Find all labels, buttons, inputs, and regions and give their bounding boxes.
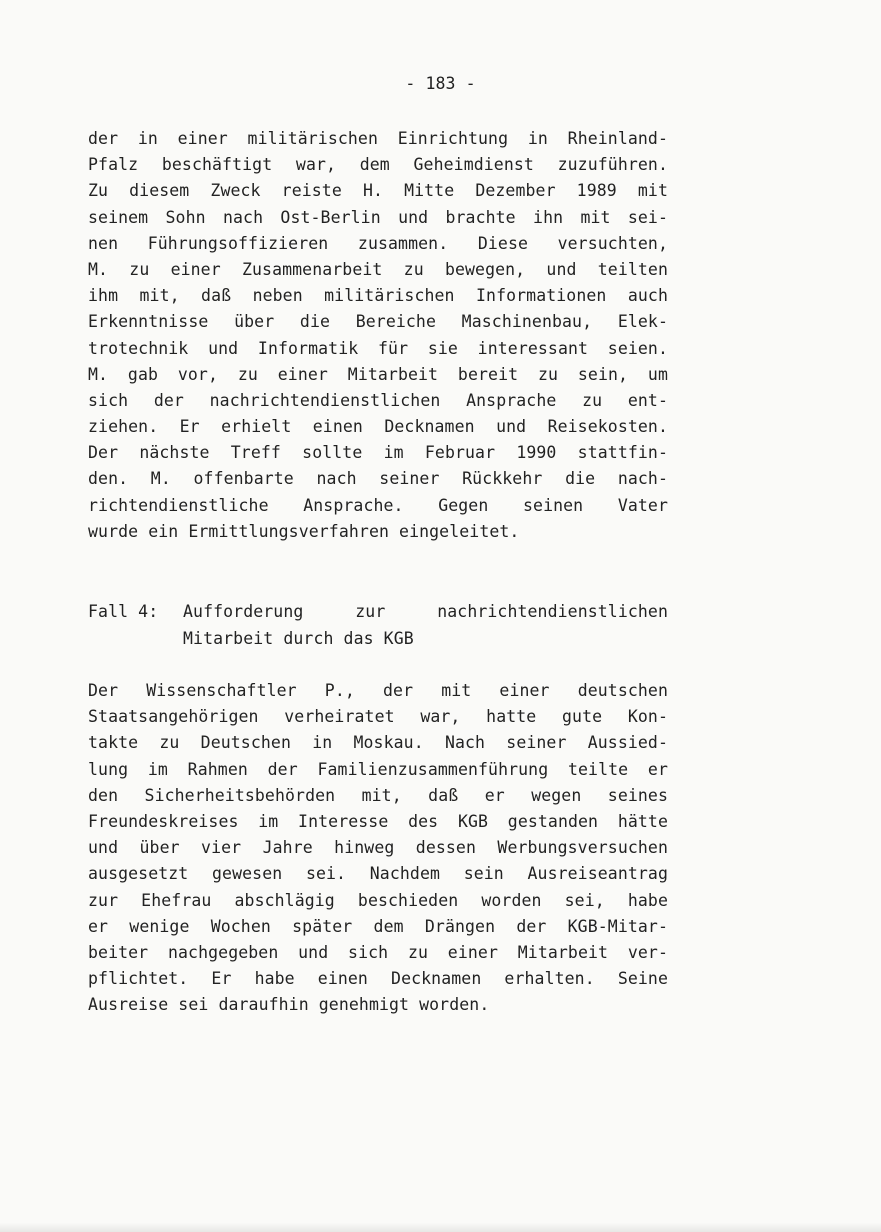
paragraph-case-3-end bbox=[88, 126, 668, 545]
text-line: ihm mit, daß neben militärischen Informationen auch bbox=[88, 286, 668, 306]
text-line: zur Ehefrau abschlägig beschieden worden sei, habe bbox=[88, 890, 668, 910]
text-line: M. zu einer Zusammenarbeit zu bewegen, und teilten bbox=[88, 259, 668, 279]
text-line: beiter nachgegeben und sich zu einer Mitarbeit ver- bbox=[88, 942, 668, 962]
text-line: und über vier Jahre hinweg dessen Werbungsversuchen bbox=[88, 838, 668, 858]
text-line: richtendienstliche Ansprache. Gegen seinen Vater bbox=[88, 495, 668, 515]
text-line: Staatsangehörigen verheiratet war, hatte gute Kon- bbox=[88, 707, 668, 727]
text-line: M. gab vor, zu einer Mitarbeit bereit zu sein, um bbox=[88, 364, 668, 384]
text-line: seinem Sohn nach Ost-Berlin und brachte ihn mit sei- bbox=[88, 207, 668, 227]
text-line: wurde ein Ermittlungsverfahren eingeleitet. bbox=[88, 521, 520, 541]
text-line: der in einer militärischen Einrichtung in Rheinland- bbox=[88, 129, 668, 148]
text-line: ausgesetzt gewesen sei. Nachdem sein Ausreiseantrag bbox=[88, 864, 668, 884]
text-line: Der Wissenschaftler P., der mit einer deutschen bbox=[88, 681, 668, 700]
text-line: Freundeskreises im Interesse des KGB gestanden hätte bbox=[88, 811, 668, 831]
paragraph-case-4 bbox=[88, 678, 668, 1018]
text-line: den Sicherheitsbehörden mit, daß er wegen seines bbox=[88, 785, 668, 805]
text-line: pflichtet. Er habe einen Decknamen erhalten. Seine bbox=[88, 969, 668, 989]
text-line: takte zu Deutschen in Moskau. Nach seiner Aussied- bbox=[88, 733, 668, 753]
text-line: trotechnik und Informatik für sie interessant seien. bbox=[88, 338, 668, 358]
case-label: Fall 4: bbox=[88, 602, 159, 621]
text-line: Pfalz beschäftigt war, dem Geheimdienst zuzuführen. bbox=[88, 155, 668, 175]
text-line: nen Führungsoffizieren zusammen. Diese versuchten, bbox=[88, 233, 668, 253]
text-line: lung im Rahmen der Familienzusammenführung teilte er bbox=[88, 759, 668, 779]
text-line: er wenige Wochen später dem Drängen der KGB-Mitar- bbox=[88, 916, 668, 936]
case-title-line-1: Aufforderung zur nachrichtendienstlichen bbox=[183, 602, 668, 621]
text-line: Zu diesem Zweck reiste H. Mitte Dezember 1989 mit bbox=[88, 181, 668, 201]
case-heading bbox=[88, 598, 668, 652]
text-line: Ausreise sei daraufhin genehmigt worden. bbox=[88, 995, 490, 1015]
text-line: den. M. offenbarte nach seiner Rückkehr die nach- bbox=[88, 469, 668, 489]
text-line: Erkenntnisse über die Bereiche Maschinenbau, Elek- bbox=[88, 312, 668, 332]
scan-edge-shadow bbox=[0, 1222, 881, 1232]
text-line: ziehen. Er erhielt einen Decknamen und Reisekosten. bbox=[88, 417, 668, 437]
case-title-line-2: Mitarbeit durch das KGB bbox=[183, 629, 414, 648]
page-number: - 183 - bbox=[405, 74, 476, 93]
text-line: Der nächste Treff sollte im Februar 1990 stattfin- bbox=[88, 443, 668, 463]
text-line: sich der nachrichtendienstlichen Ansprache zu ent- bbox=[88, 390, 668, 410]
